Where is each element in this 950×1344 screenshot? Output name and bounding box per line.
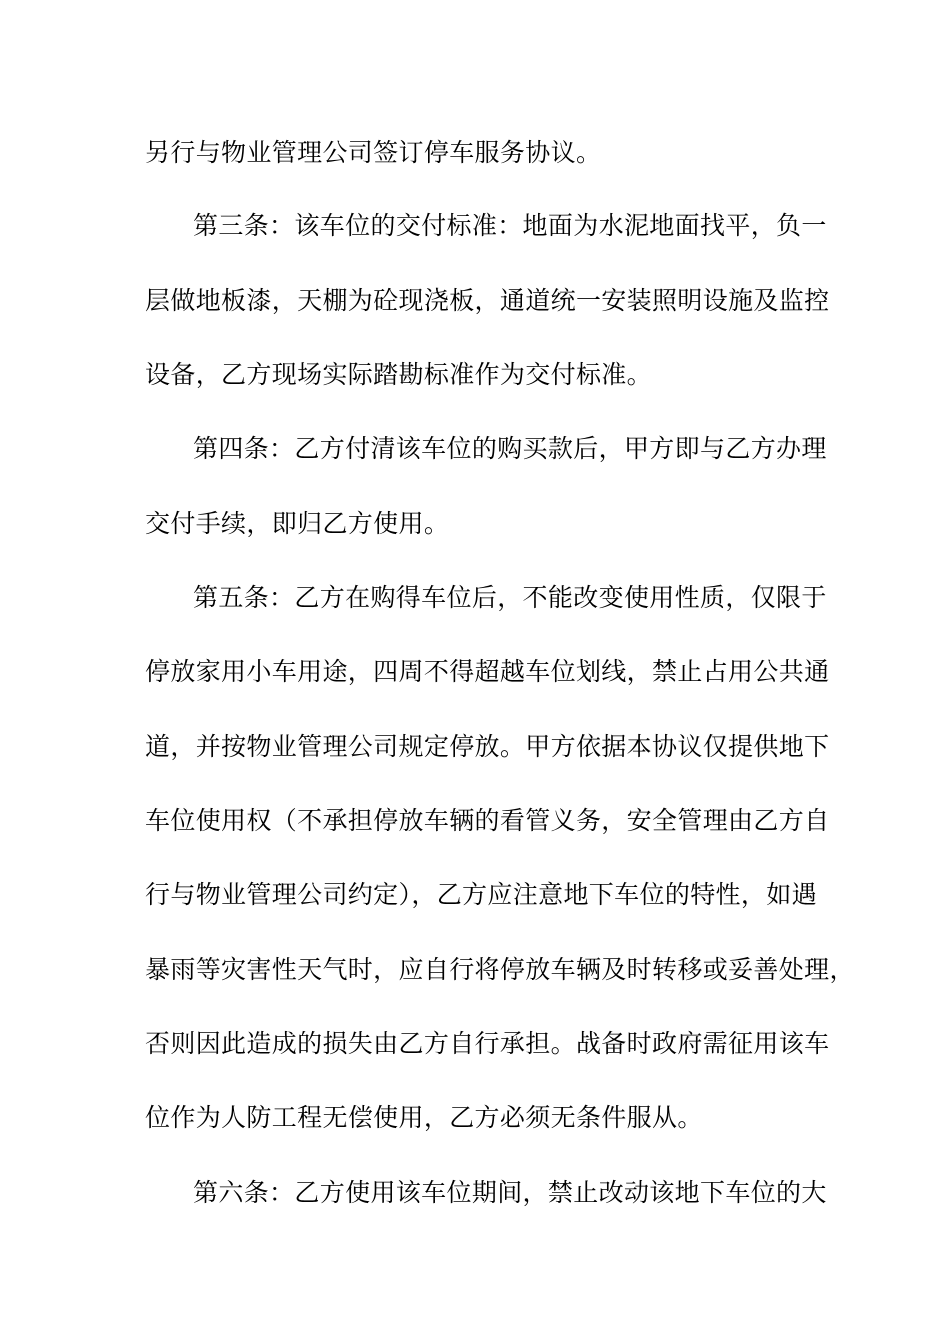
article-4-line-2: 交付手续，即归乙方使用。 [145,509,450,538]
article-5-line-5: 行与物业管理公司约定），乙方应注意地下车位的特性，如遇 [145,880,817,909]
text-line-1: 另行与物业管理公司签订停车服务协议。 [145,138,602,167]
article-6-line-1: 第六条：乙方使用该车位期间，禁止改动该地下车位的大 [193,1178,827,1207]
article-5-line-3: 道，并按物业管理公司规定停放。甲方依据本协议仅提供地下 [145,732,830,761]
article-5-line-6: 暴雨等灾害性天气时，应自行将停放车辆及时转移或妥善处理， [145,955,855,984]
article-5-line-2: 停放家用小车用途，四周不得超越车位划线，禁止占用公共通 [145,657,830,686]
article-5-line-1: 第五条：乙方在购得车位后，不能改变使用性质，仅限于 [193,583,827,612]
article-3-line-2: 层做地板漆，天棚为砼现浇板，通道统一安装照明设施及监控 [145,286,830,315]
article-5-line-8: 位作为人防工程无偿使用，乙方必须无条件服从。 [145,1103,703,1132]
article-3-line-1: 第三条：该车位的交付标准：地面为水泥地面找平，负一 [193,211,827,240]
article-4-line-1: 第四条：乙方付清该车位的购买款后，甲方即与乙方办理 [193,434,827,463]
article-5-line-7: 否则因此造成的损失由乙方自行承担。战备时政府需征用该车 [145,1029,830,1058]
article-3-line-3: 设备，乙方现场实际踏勘标准作为交付标准。 [145,360,653,389]
article-5-line-4: 车位使用权（不承担停放车辆的看管义务，安全管理由乙方自 [145,806,830,835]
